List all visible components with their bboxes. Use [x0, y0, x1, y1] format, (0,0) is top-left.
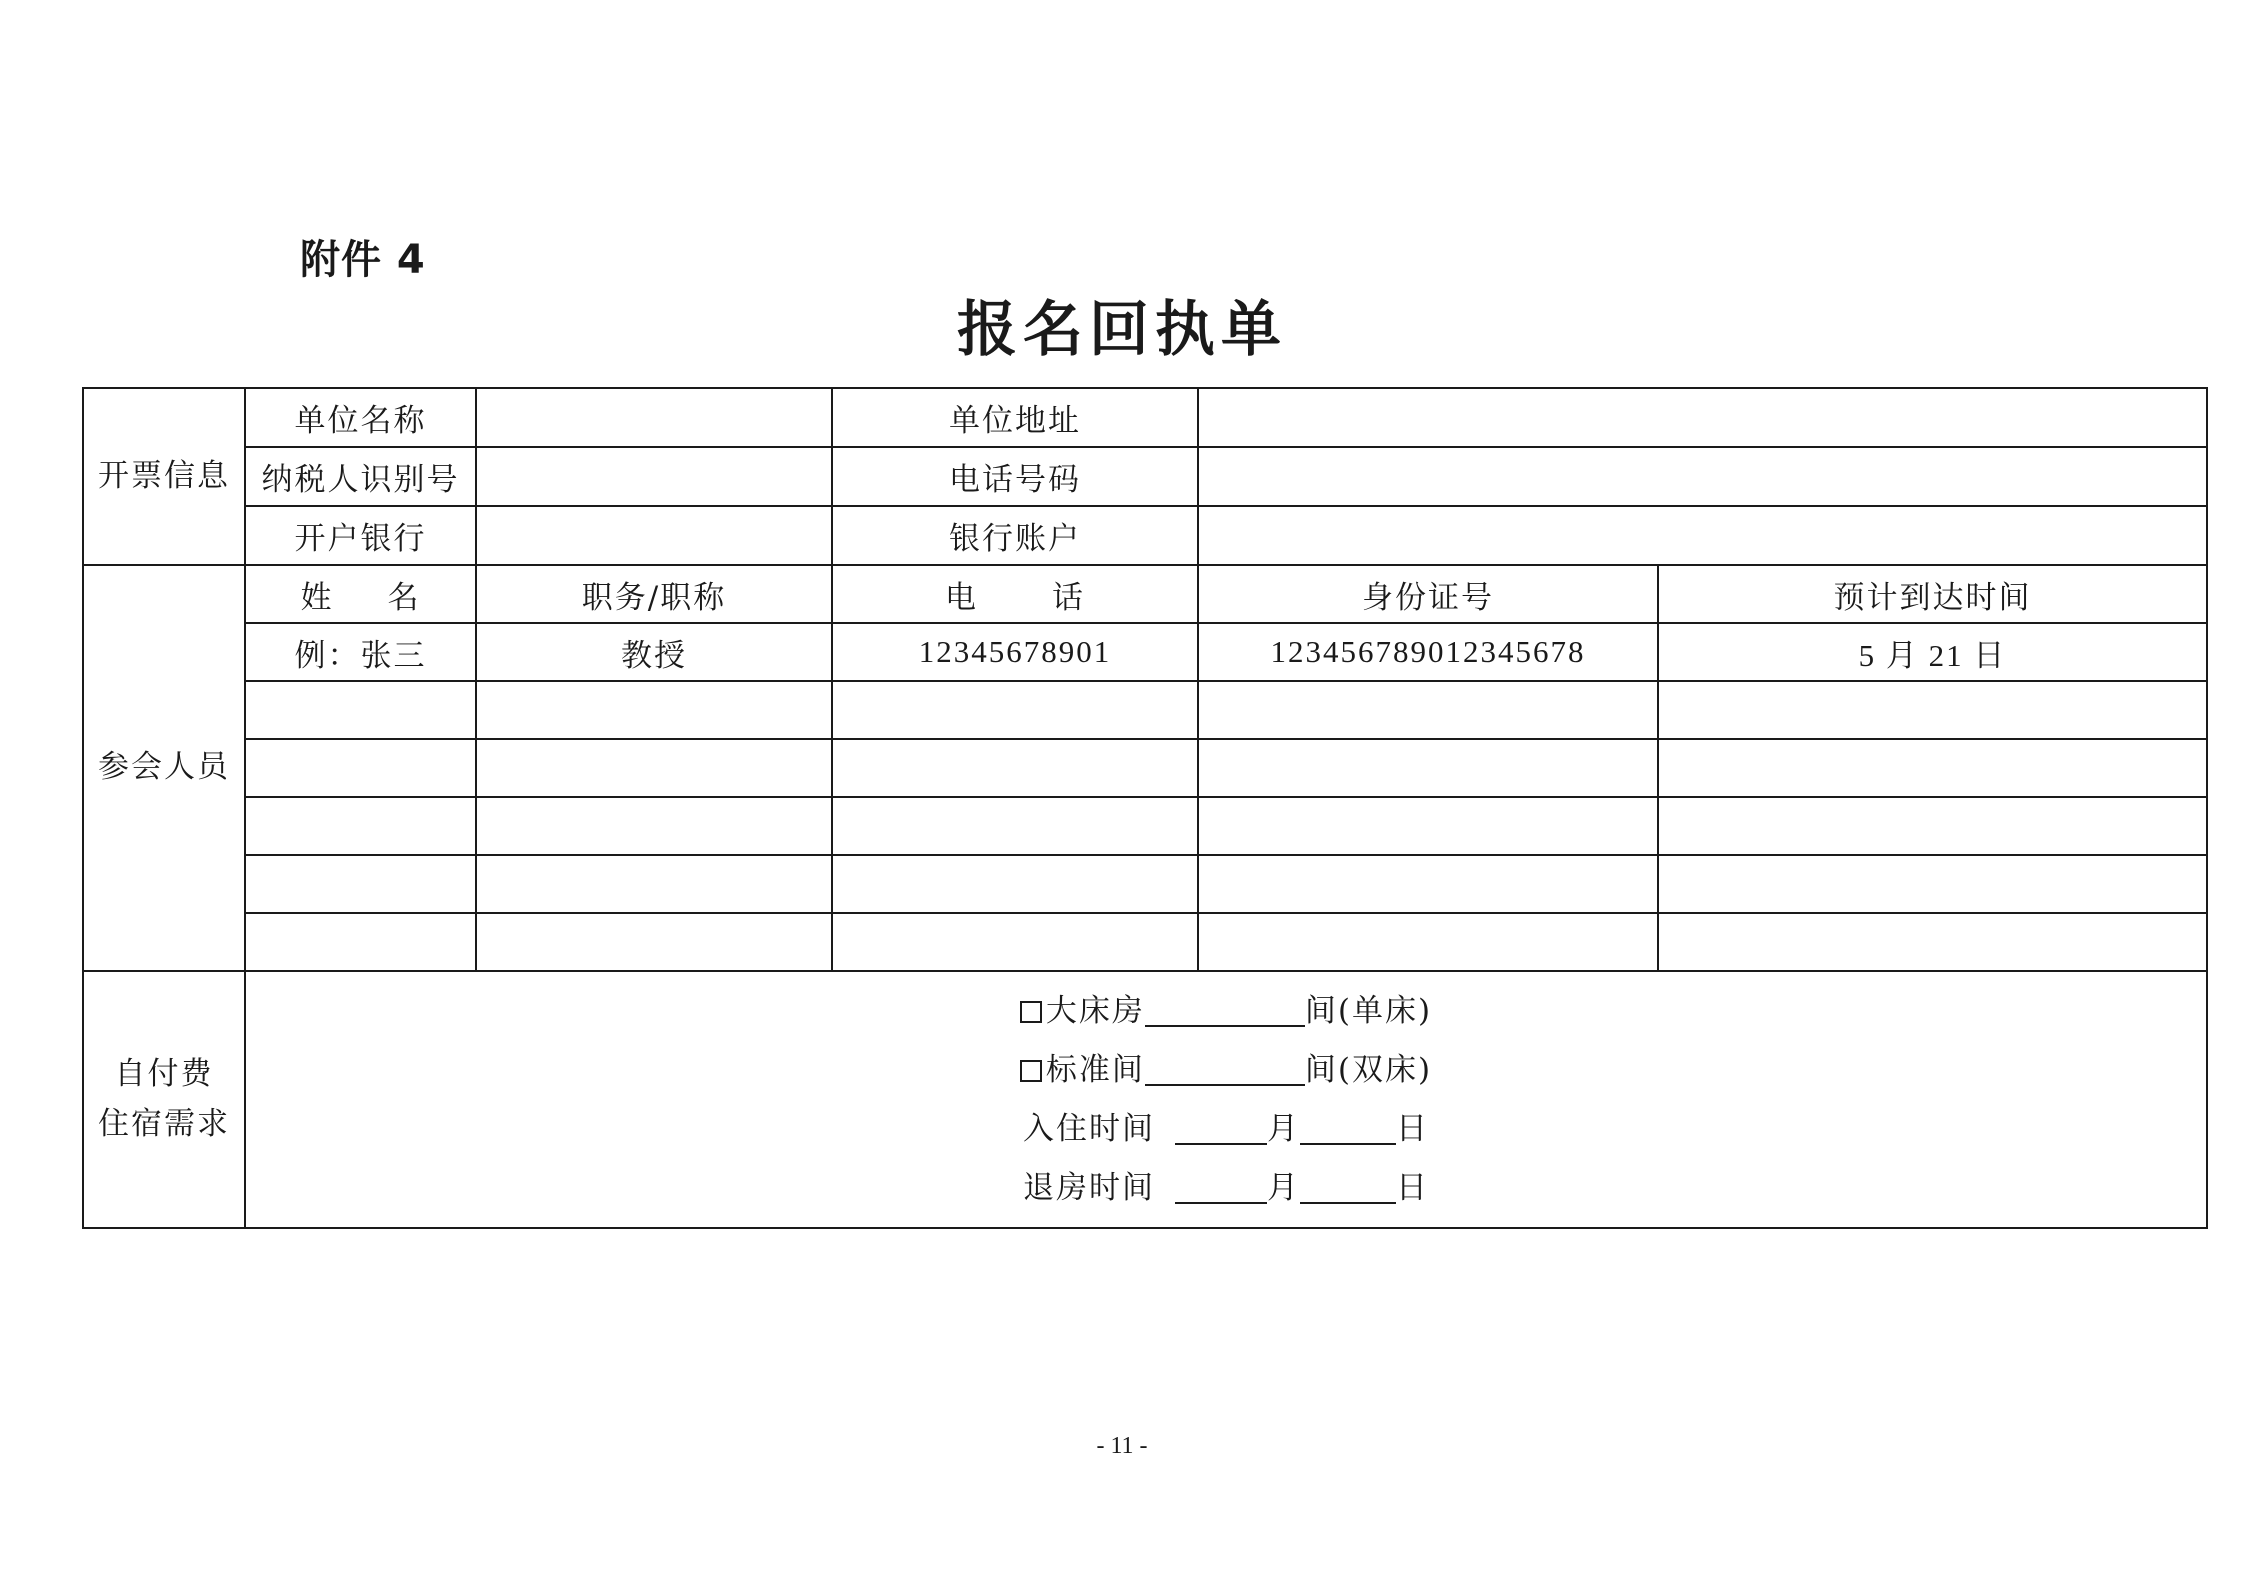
company-address-field[interactable] [1198, 388, 2207, 447]
attendee-phone-field[interactable] [832, 913, 1198, 971]
attendee-name-field[interactable] [245, 913, 476, 971]
accommodation-label-line1: 自付费 [114, 1055, 214, 1092]
attachment-label: 附件 4 [300, 237, 426, 283]
company-address-label: 单位地址 [832, 388, 1198, 447]
checkin-label: 入住时间 [1023, 1110, 1155, 1147]
attendee-title-field[interactable] [476, 739, 832, 797]
column-header-name [245, 565, 476, 623]
bank-name-label: 开户银行 [245, 506, 476, 565]
attendee-name-field[interactable] [245, 855, 476, 913]
standard-room-label: 标准间 [1045, 1051, 1145, 1088]
checkout-month-label: 月 [1267, 1169, 1300, 1206]
attendee-phone-field[interactable] [832, 855, 1198, 913]
invoice-row [83, 506, 2207, 565]
attendee-header-row [83, 565, 2207, 623]
bank-name-field[interactable] [476, 506, 832, 565]
checkin-month-field[interactable] [1175, 1109, 1267, 1145]
column-header-phone [832, 565, 1198, 623]
column-header-arrival-time: 预计到达时间 [1658, 565, 2207, 623]
column-header-id-number: 身份证号 [1198, 565, 1658, 623]
checkin-line [246, 1100, 2206, 1159]
king-room-unit: 间(单床) [1304, 992, 1433, 1029]
attendee-row [83, 739, 2207, 797]
attendee-arrival-field[interactable] [1658, 913, 2207, 971]
accommodation-section-label [83, 971, 245, 1228]
example-phone: 12345678901 [832, 623, 1198, 681]
example-name: 例：张三 [245, 623, 476, 681]
attendee-title-field[interactable] [476, 855, 832, 913]
example-title: 教授 [476, 623, 832, 681]
attendee-title-field[interactable] [476, 913, 832, 971]
attendee-id-field[interactable] [1198, 855, 1658, 913]
attendee-name-field[interactable] [245, 681, 476, 739]
checkout-line [246, 1159, 2206, 1218]
standard-room-unit: 间(双床) [1304, 1051, 1433, 1088]
accommodation-row [83, 971, 2207, 1228]
attendee-name-field[interactable] [245, 739, 476, 797]
attendee-row [83, 681, 2207, 739]
checkout-label: 退房时间 [1023, 1169, 1155, 1206]
attendees-section-label: 参会人员 [83, 565, 245, 971]
standard-room-count-field[interactable] [1145, 1050, 1305, 1086]
attendee-row [83, 797, 2207, 855]
attendee-id-field[interactable] [1198, 681, 1658, 739]
example-arrival-time: 5 月 21 日 [1658, 623, 2207, 681]
accommodation-label-line2: 住宿需求 [98, 1105, 230, 1142]
column-header-phone-text: 电 话 [945, 579, 1085, 616]
checkout-month-field[interactable] [1175, 1168, 1267, 1204]
attendee-phone-field[interactable] [832, 681, 1198, 739]
registration-form-table [82, 387, 2208, 1229]
bank-account-label: 银行账户 [832, 506, 1198, 565]
attendee-id-field[interactable] [1198, 739, 1658, 797]
taxpayer-id-label: 纳税人识别号 [245, 447, 476, 506]
king-room-count-field[interactable] [1145, 991, 1305, 1027]
attendee-arrival-field[interactable] [1658, 855, 2207, 913]
attendee-phone-field[interactable] [832, 739, 1198, 797]
attendee-title-field[interactable] [476, 681, 832, 739]
bank-account-field[interactable] [1198, 506, 2207, 565]
checkin-day-label: 日 [1396, 1110, 1429, 1147]
taxpayer-id-field[interactable] [476, 447, 832, 506]
example-id-number: 123456789012345678 [1198, 623, 1658, 681]
page-number: - 11 - [1096, 1433, 1148, 1459]
attendee-arrival-field[interactable] [1658, 797, 2207, 855]
invoice-row [83, 447, 2207, 506]
column-header-name-text: 姓 名 [300, 579, 421, 616]
attendee-id-field[interactable] [1198, 797, 1658, 855]
phone-number-label: 电话号码 [832, 447, 1198, 506]
phone-number-field[interactable] [1198, 447, 2207, 506]
standard-room-checkbox[interactable] [1020, 1060, 1042, 1082]
invoice-section-label: 开票信息 [83, 388, 245, 565]
king-room-line [246, 982, 2206, 1041]
attendee-title-field[interactable] [476, 797, 832, 855]
attendee-example-row [83, 623, 2207, 681]
king-room-checkbox[interactable] [1020, 1001, 1042, 1023]
company-name-label: 单位名称 [245, 388, 476, 447]
attendee-arrival-field[interactable] [1658, 681, 2207, 739]
checkin-day-field[interactable] [1300, 1109, 1396, 1145]
checkin-month-label: 月 [1267, 1110, 1300, 1147]
attendee-name-field[interactable] [245, 797, 476, 855]
attendee-id-field[interactable] [1198, 913, 1658, 971]
standard-room-line [246, 1041, 2206, 1100]
invoice-row [83, 388, 2207, 447]
column-header-title: 职务/职称 [476, 565, 832, 623]
checkout-day-field[interactable] [1300, 1168, 1396, 1204]
page-title: 报名回执单 [957, 295, 1287, 365]
accommodation-details [245, 971, 2207, 1228]
attendee-arrival-field[interactable] [1658, 739, 2207, 797]
company-name-field[interactable] [476, 388, 832, 447]
attendee-row [83, 913, 2207, 971]
checkout-day-label: 日 [1396, 1169, 1429, 1206]
attendee-row [83, 855, 2207, 913]
king-room-label: 大床房 [1045, 992, 1145, 1029]
attendee-phone-field[interactable] [832, 797, 1198, 855]
